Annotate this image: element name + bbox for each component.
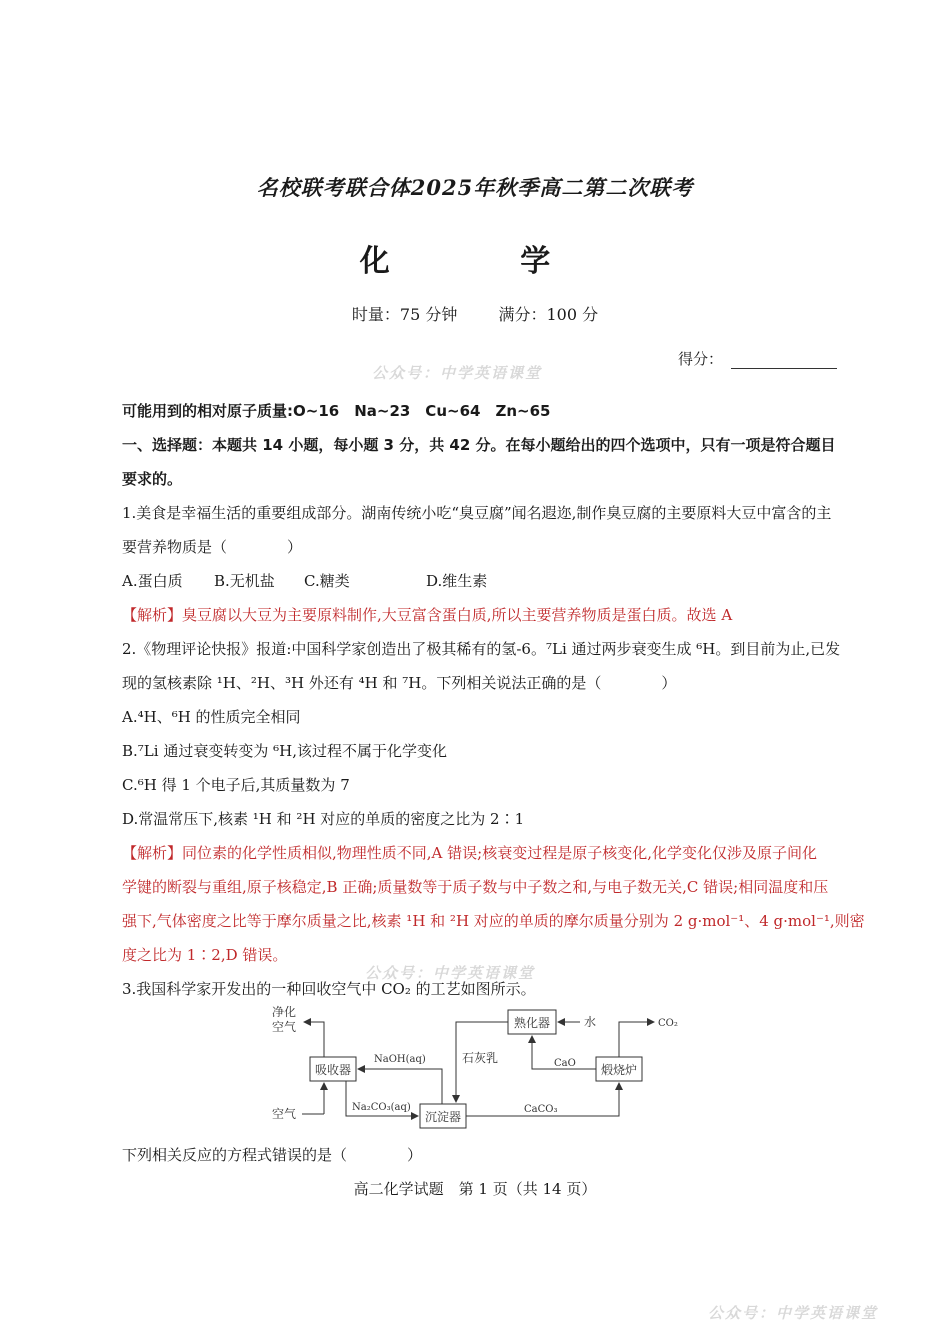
q1-stem: 1.美食是幸福生活的重要组成部分。湖南传统小吃“臭豆腐”闻名遐迩,制作臭豆腐的主要原料大豆中富含的主 <box>122 504 832 522</box>
score-blank <box>731 354 837 369</box>
q2-option-a: A.⁴H、⁶H 的性质完全相同 <box>122 708 301 726</box>
co2-label: CO₂ <box>658 1018 678 1029</box>
full-score: 满分：100 分 <box>498 305 599 324</box>
q2-option-d: D.常温常压下,核素 ¹H 和 ²H 对应的单质的密度之比为 2∶1 <box>122 810 525 828</box>
q2-option-b: B.⁷Li 通过衰变转变为 ⁶H,该过程不属于化学变化 <box>122 742 447 760</box>
q1-stem-cont: 要营养物质是（ ） <box>122 538 303 556</box>
watermark: 公众号：中学英语课堂 <box>365 964 536 982</box>
q1-option-c: C.糖类 <box>304 572 350 590</box>
q1-option-d: D.维生素 <box>426 572 488 590</box>
q2-analysis <box>122 842 817 863</box>
absorber-label: 吸收器 <box>314 1063 352 1077</box>
q1-option-b: B.无机盐 <box>214 572 275 590</box>
analysis-tag: 【解析】 <box>122 844 183 862</box>
precipitator-label: 沉淀器 <box>424 1110 462 1124</box>
page-footer: 高二化学试题 第 1 页（共 14 页） <box>353 1180 597 1198</box>
co2-process-diagram <box>262 1004 692 1134</box>
score-label: 得分： <box>678 350 724 368</box>
water-label: 水 <box>584 1015 597 1029</box>
q2-analysis-line3: 强下,气体密度之比等于摩尔质量之比,核素 ¹H 和 ²H 对应的单质的摩尔质量分别为 2 g·mol⁻¹、4 g·mol⁻¹,则密 <box>122 912 865 930</box>
section-heading: 一、选择题：本题共 14 小题，每小题 3 分，共 42 分。在每小题给出的四个选项中，只有一项是符合题目 <box>122 436 836 454</box>
analysis-tag: 【解析】 <box>122 606 183 624</box>
slaker-label: 熟化器 <box>513 1016 551 1030</box>
q3-stem: 3.我国科学家开发出的一种回收空气中 CO₂ 的工艺如图所示。 <box>122 980 536 998</box>
na2co3-label: Na₂CO₃(aq) <box>352 1102 411 1113</box>
section-heading-cont: 要求的。 <box>122 470 183 488</box>
watermark: 公众号：中学英语课堂 <box>372 364 543 382</box>
caco3-label: CaCO₃ <box>524 1104 558 1115</box>
clean-air-label: 净化 <box>272 1005 297 1019</box>
q2-analysis-line1: 同位素的化学性质相似,物理性质不同,A 错误;核衰变过程是原子核变化,化学变化仅涉及原子间化 <box>182 844 817 862</box>
q1-analysis-text: 臭豆腐以大豆为主要原料制作,大豆富含蛋白质,所以主要营养物质是蛋白质。故选 A <box>182 606 733 624</box>
q2-stem-cont: 现的氢核素除 ¹H、²H、³H 外还有 ⁴H 和 ⁷H。下列相关说法正确的是（ ） <box>122 674 677 692</box>
time-limit: 时量：75 分钟 <box>351 305 458 324</box>
atomic-masses: 可能用到的相对原子质量:O~16 Na~23 Cu~64 Zn~65 <box>122 402 551 420</box>
naoh-label: NaOH(aq) <box>374 1054 426 1065</box>
clean-air-label-2: 空气 <box>272 1020 297 1034</box>
q2-analysis-line4: 度之比为 1∶2,D 错误。 <box>122 946 288 964</box>
cao-label: CaO <box>554 1058 576 1069</box>
q2-option-c: C.⁶H 得 1 个电子后,其质量数为 7 <box>122 776 350 794</box>
calciner-label: 煅烧炉 <box>600 1063 638 1077</box>
exam-title: 名校联考联合体2025年秋季高二第二次联考 <box>256 175 694 200</box>
q1-option-a: A.蛋白质 <box>122 572 183 590</box>
naoh-arrow <box>358 1069 442 1104</box>
subject-title: 化 学 <box>359 244 591 279</box>
watermark: 公众号：中学英语课堂 <box>708 1304 879 1322</box>
q1-analysis <box>122 604 732 625</box>
q2-stem: 2.《物理评论快报》报道:中国科学家创造出了极其稀有的氢-6。⁷Li 通过两步衰变生成 ⁶H。到目前为止,已发 <box>122 640 841 658</box>
co2-arrow <box>619 1022 654 1057</box>
air-label: 空气 <box>272 1107 297 1121</box>
clean-air-arrow <box>304 1022 324 1057</box>
q3-question: 下列相关反应的方程式错误的是（ ） <box>122 1146 423 1164</box>
score-field <box>678 348 837 369</box>
lime-milk-label: 石灰乳 <box>462 1051 499 1065</box>
q2-analysis-line2: 学键的断裂与重组,原子核稳定,B 正确;质量数等于质子数与中子数之和,与电子数无关,C 错误;相同温度和压 <box>122 878 829 896</box>
exam-info <box>0 302 950 325</box>
